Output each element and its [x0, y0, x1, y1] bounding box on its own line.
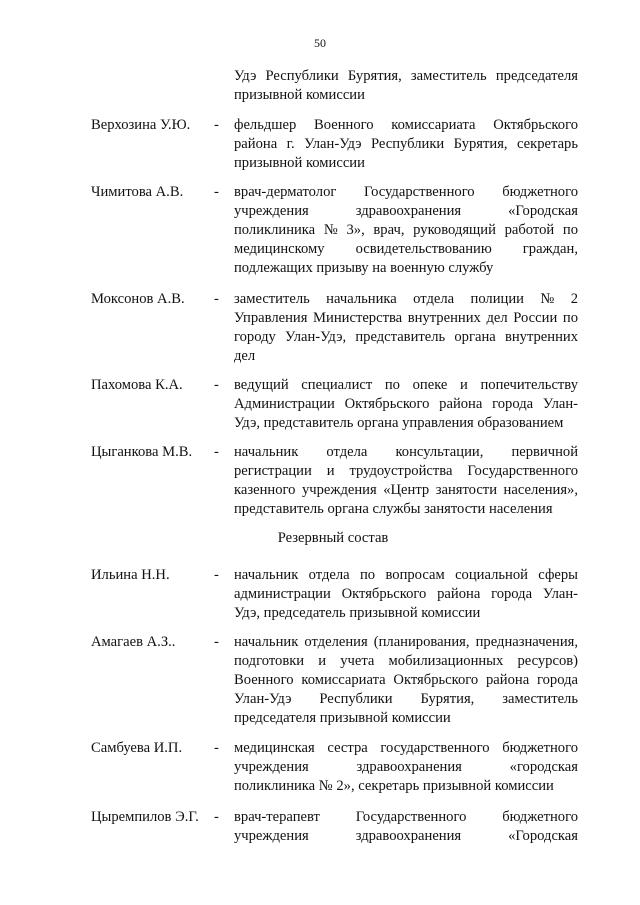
reserve-heading — [0, 529, 640, 548]
role-line: медицинская сестра государственного бюджетного — [234, 740, 578, 756]
role-line: поликлиника № 3», врач, руководящий работой по — [234, 222, 578, 238]
role-line: Удэ, председатель призывной комиссии — [234, 605, 481, 621]
role-line: фельдшер Военного комиссариата Октябрьского — [234, 117, 578, 133]
role-line: председателя призывной комиссии — [234, 710, 451, 726]
member-name: Пахомова К.А. — [91, 377, 183, 393]
role-line: подготовки и учета мобилизационных ресурсов) — [234, 653, 578, 669]
entry-dash: - — [214, 809, 219, 825]
entry-dash: - — [214, 117, 219, 133]
member-name: Амагаев А.З.. — [91, 634, 176, 650]
entry-dash: - — [214, 634, 219, 650]
role-line: администрации Октябрьского района города Улан- — [234, 586, 578, 602]
member-name: Моксонов А.В. — [91, 291, 185, 307]
entry-dash: - — [214, 184, 219, 200]
role-line: Администрации Октябрьского района города Улан- — [234, 396, 578, 412]
role-line: учреждения здравоохранения «городская — [234, 759, 578, 775]
member-role — [234, 633, 578, 728]
page-number: 50 — [314, 36, 326, 50]
entry-dash: - — [214, 740, 219, 756]
role-line: подлежащих призыву на военную службу — [234, 260, 494, 276]
entry-dash: - — [214, 567, 219, 583]
role-line: Удэ, представитель органа управления образованием — [234, 415, 564, 431]
member-role — [234, 116, 578, 173]
member-role — [234, 376, 578, 433]
role-line: дел — [234, 348, 256, 364]
member-name: Цыганкова М.В. — [91, 444, 193, 460]
role-line: заместитель начальника отдела полиции № 2 — [234, 291, 578, 307]
role-line: представитель органа службы занятости населения — [234, 501, 553, 517]
role-line: Военного комиссариата Октябрьского района города — [234, 672, 578, 688]
role-line: Управления Министерства внутренних дел России по — [234, 310, 578, 326]
role-line: района г. Улан-Удэ Республики Бурятия, секретарь — [234, 136, 578, 152]
entry-dash: - — [214, 291, 219, 307]
role-line: учреждения здравоохранения «Городская — [234, 828, 578, 844]
role-line: казенного учреждения «Центр занятости населения», — [234, 482, 578, 498]
member-role — [234, 739, 578, 796]
role-line: начальник отдела консультации, первичной — [234, 444, 578, 460]
role-line: учреждения здравоохранения «Городская — [234, 203, 578, 219]
member-role — [234, 566, 578, 623]
role-line: регистрации и трудоустройства Государственного — [234, 463, 578, 479]
role-line: начальник отдела по вопросам социальной сферы — [234, 567, 578, 583]
entry-dash: - — [214, 444, 219, 460]
member-name: Самбуева И.П. — [91, 740, 183, 756]
entry-dash: - — [214, 377, 219, 393]
role-line: медицинскому освидетельствованию граждан, — [234, 241, 578, 257]
member-role — [234, 183, 578, 278]
member-name: Ильина Н.Н. — [91, 567, 170, 583]
role-line: Улан-Удэ Республики Бурятия, заместитель — [234, 691, 578, 707]
member-role — [234, 443, 578, 519]
member-name: Цыремпилов Э.Г. — [91, 809, 199, 825]
continuation-line: призывной комиссии — [234, 87, 365, 103]
reserve-heading-text: Резервный состав — [277, 530, 389, 546]
role-line: поликлиника № 2», секретарь призывной комиссии — [234, 778, 554, 794]
member-name: Чимитова А.В. — [91, 184, 184, 200]
role-line: призывной комиссии — [234, 155, 365, 171]
continuation-text — [234, 67, 578, 105]
member-role — [234, 290, 578, 366]
role-line: городу Улан-Удэ, представитель органа внутренних — [234, 329, 578, 345]
role-line: начальник отделения (планирования, предназначения, — [234, 634, 578, 650]
member-name: Верхозина У.Ю. — [91, 117, 191, 133]
role-line: врач-терапевт Государственного бюджетного — [234, 809, 578, 825]
role-line: врач-дерматолог Государственного бюджетного — [234, 184, 578, 200]
continuation-line: Удэ Республики Бурятия, заместитель председателя — [234, 68, 578, 84]
role-line: ведущий специалист по опеке и попечительству — [234, 377, 578, 393]
member-role — [234, 808, 578, 846]
